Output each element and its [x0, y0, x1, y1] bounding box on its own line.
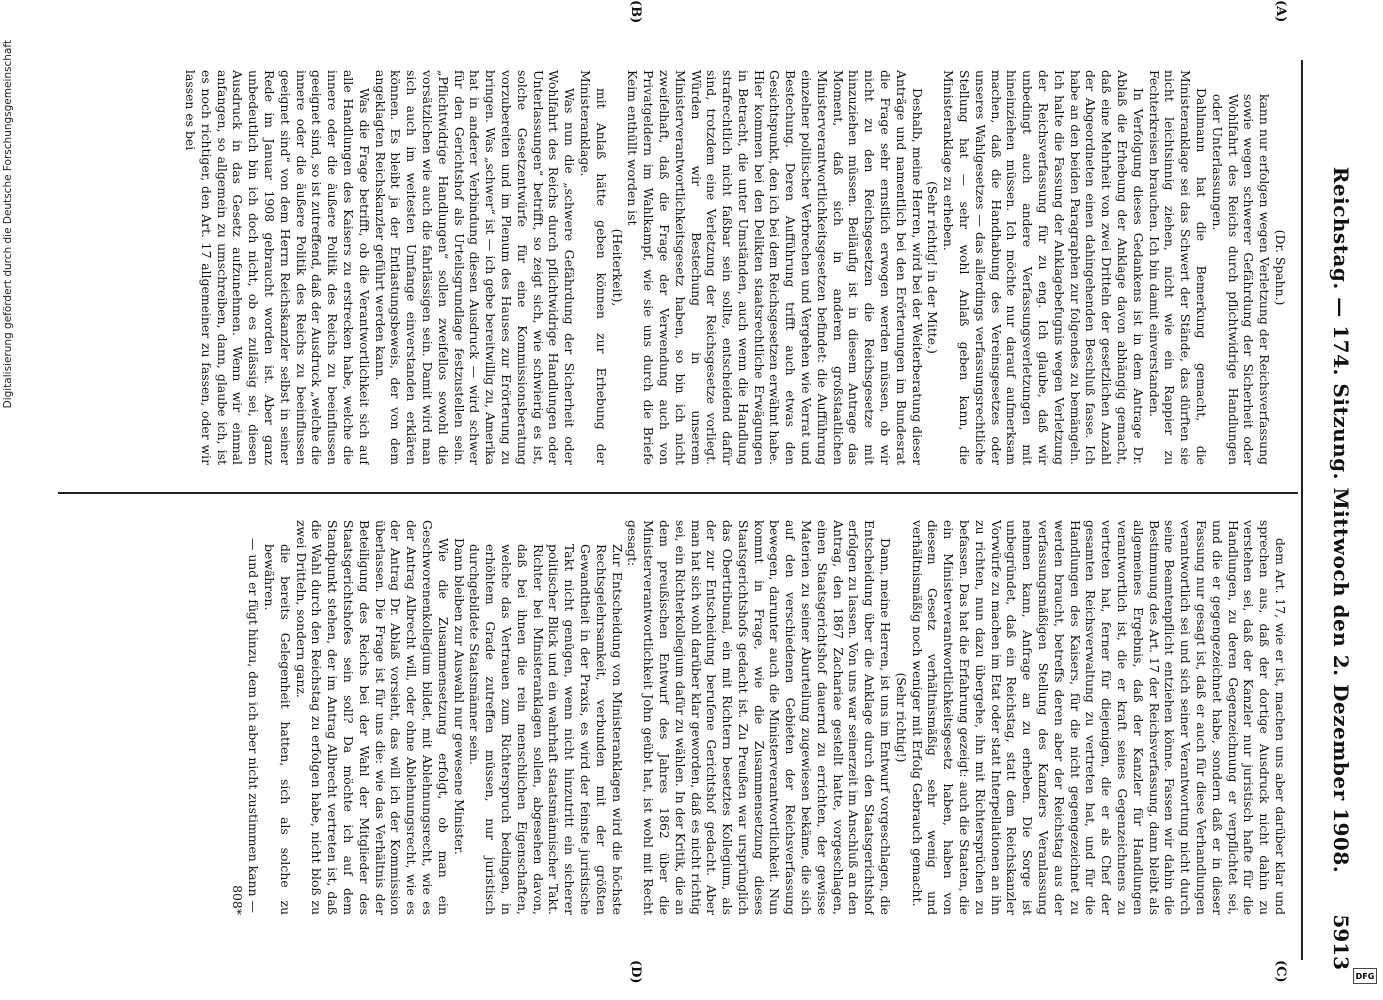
right-paragraph: — und er fügt hinzu, dem ich aber nicht zustimmen kann —: [246, 538, 262, 913]
dfg-logo: DFG: [1353, 968, 1377, 984]
margin-marker-b: (B): [628, 0, 643, 24]
column-rule: [58, 492, 1298, 494]
right-paragraph: Dann, meine Herren, ist uns im Entwurf vorgeschlagen, die Entscheidung über die Anklage durch den Staatsgerichtshof erfolgen zu lassen. Von uns war seinerzeit im Anschluß an den Antrag, den 1867 Zachariae gestellt hatte, vorgeschlagen, einen Staatsgerichtshof dauernd zu errichten, der gewisse Materien zu seiner Aburteilung zugewiesen bekäme, die sich auf den verschiedenen Gebieten der Reichsverfassung bewegen, darunter auch die Ministerverantwortlichkeit. Nun kommt in Frage, wie die Zusammensetzung dieses Staatsgerichtshofs gedacht ist. Zu Preußen war ursprünglich das Obertribunal, ein mit Richtern besetztes Kollegium, als der zur Entscheidung berufene Gerichtshof gedacht. Aber man hat sich wohl darüber klar geworden, daß es nicht richtig sei, ein Richterkollegium dafür zu wählen. In der Kritik, die an dem preußischen Entwurf des Jahres 1862 über die Ministerverantwortlichkeit John geübt hat, ist wohl mit Recht gesagt:: [625, 520, 894, 915]
margin-marker-a: (A): [1273, 0, 1288, 23]
page-header: [1313, 70, 1353, 970]
right-paragraph: Wie die Zusammensetzung erfolgt, ob man ein Geschworenenkollegium bildet, mit Ablehnungsrecht, wie es der Antrag Albrecht will, oder ohne Ablehnungsrecht, wie es der Antrag Dr. Ablaß vorsieht, das will ich der Kommission überlassen. Die Frage ist für uns die: wie das Verhältnis der Beteiligung des Reichs bei der Wahl der Mitglieder des Staatsgerichtshofes sein soll? Da möchte ich auf dem Standpunkt stehen, der im Antrag Albrecht vertreten ist, daß die Wahl durch den Reichstag zu erfolgen habe, nicht bloß zu zwei Dritteln, sondern ganz.: [293, 520, 451, 915]
margin-marker-c: (C): [1273, 960, 1288, 983]
speaker-label: (Dr. Spahn.): [1273, 229, 1288, 306]
page-number: 5913: [1329, 914, 1353, 970]
left-paragraph: kann nur erfolgen wegen Verletzung der Reichsverfassung sowie wegen schwerer Gefährdung der Sicherheit oder Wohlfahrt des Reichs durch pflichtwidrige Handlungen oder Unterlassungen.: [1209, 94, 1273, 465]
left-column-paragraphs: [182, 70, 1272, 465]
right-paragraph: die bereits Gelegenheit hatten, sich als solche zu bewähren.: [262, 544, 293, 915]
right-paragraph: Dann bleiben zur Auswahl nur gewesene Minister.: [451, 538, 467, 855]
digitization-footer: [2, 40, 24, 700]
left-column: [58, 70, 1288, 465]
running-title: Reichstag. — 174. Sitzung. Mittwoch den 2. Dezember 1908.: [1329, 166, 1353, 874]
left-paragraph: Was nun die „schwere Gefährdung der Sicherheit oder Wohlfahrt des Reichs durch pflichtwidrige Handlungen oder Unterlassungen“ betrifft, so zeigt sich, wie schwierig es ist, solche Gesetzentwürfe für eine Kommissionsberatung vorzubereiten und im Plenum des Hauses zur Erörterung zu bringen. Was „schwer“ ist — ich gebe bereitwillig zu, Amerika hat in anderer Verbindung diesen Ausdruck — wird schwer für den Gerichtshof als Urteilsgrundlage festzustellen sein. „Pflichtwidrige Handlungen“ sollen zweifellos sowohl die vorsätzlichen wie auch die fahrlässigen sein. Damit wird man sich auch im weitesten Umfange einverstanden erklären können. Es bleibt ja der Entlastungsbeweis, der von dem angeklagten Reichskanzler geführt werden kann.: [372, 70, 578, 465]
right-paragraph: (Sehr richtig!): [893, 672, 909, 763]
left-paragraph: Deshalb, meine Herren, wird bei der Weiterberatung dieser Anträge und namentlich bei den Erörterungen im Bundesrat die Frage sehr ernstlich erwogen werden müssen, ob wir nicht zu den Reichsgesetzen die Reichsgesetze mit hinzuziehen müssen. Beiläufig ist in diesem Antrage das Moment, daß sich in anderen großstaatlichen Ministerverantwortlichkeitsgesetzen befindet: die Aufführung einzelner politischer Verbrechen und Vergehen wie Verrat und Bestechung. Deren Aufführung trifft auch etwas den Gesichtspunkt, den ich bei dem Reichsgesetzen erwähnt habe. Hier kommen bei den Delikten staatsrechtliche Erwägungen in Betracht, die unter Umständen, auch wenn die Handlung strafrechtlich nicht faßbar sein sollte, entscheidend dafür sind, trotzdem eine Verletzung der Reichsgesetze vorliegt. Würden wir Bestechung in unserem Ministerverantwortlichkeitsgesetz haben, so bin ich nicht zweifelhaft, daß die Frage der Verwendung auch von Privatgeldern im Wahlkampf, wie sie uns durch die Briefe Keim enthüllt worden ist: [625, 70, 925, 465]
left-paragraph: (Sehr richtig! in der Mitte.): [925, 181, 941, 354]
right-paragraph: dem Art. 17, wie er ist, machen uns aber darüber klar und sprechen aus, daß der dortige Ausdruck nicht dahin zu verstehen sei, daß der Kanzler nur juristisch hafte für die Handlungen, zu deren Gegenzeichnung er verpflichtet sei, und die er gegengezeichnet habe, sondern daß er in dieser Fassung nur gesagt ist, daß er auch für diese Verhandlungen verantwortlich sei und sich seiner Verantwortung nicht durch seine Beamtenpflicht entziehen könne. Fassen wir dahin die Bestimmung des Art. 17 der Reichsverfassung, dann bleibt als allgemeines Ergebnis, daß der Kanzler für Handlungen verantwortlich ist, die er kraft seines Gegenzeichnens zu vertreten hat, ferner für diejenigen, die er als Chef der gesamten Reichsverwaltung zu vertreten hat, und für die Handlungen des Kaisers, für die nicht gegengezeichnet zu werden braucht, betreffs deren aber der Reichstag aus der verfassungsmäßigen Stellung des Kanzlers Veranlassung nehmen kann, Anfrage an zu erheben. Die Sorge ist unbegründet, daß ein Reichstag, statt dem Reichskanzler Vorwürfe zu machen im Etat oder statt Interpellationen an ihn zu richten, nun dazu übergehe, ihn mit Richtersprüchen zu befassen. Das hat die Erfahrung gezeigt: auch die Staaten, die ein Ministerverantwortlichkeitsgesetz haben, haben von diesem Gesetz verhältnismäßig sehr wenig und verhältnismäßig noch weniger mit Erfolg Gebrauch gemacht.: [909, 520, 1288, 915]
right-paragraph: Zur Entscheidung von Ministeranklagen wird die höchste Rechtsgelehrsamkeit, verbunden mit der größten Gewandtheit in der Praxis, es wird der feinste juristische Takt nicht genügen, wenn nicht hinzutritt ein sicherer politischer Blick und ein wahrhaft staatsmännischer Takt. Richter bei Ministeranklagen sollen, abgesehen davon, daß bei ihnen die rein menschlichen Eigenschaften, welche das Vertrauen zum Richterspruch bedingen, in erhöhtem Grade zutreffen müssen, nur juristisch durchgebildete Staatsmänner sein.: [467, 544, 625, 915]
left-paragraph: Dahlmann hat die Bemerkung gemacht, die Ministeranklage sei das Schwert der Stände, das dürften sie nicht leichtsinnig ziehen, nicht wie ein Rappier zu Fechterkreisen brauchen. Ich bin damit einverstanden.: [1146, 70, 1210, 465]
right-column-paragraphs: [245, 520, 1288, 915]
signature-mark: 808*: [230, 885, 246, 915]
left-paragraph: Was die Frage betrifft, ob die Verantwortlichkeit sich auf alle Handlungen des Kaisers zu erstrecken habe, welche die innere oder die äußere Politik des Reichs zu beeinflussen geeignet sind, so ist zutreffend, daß der Ausdruck „welche die innere oder die äußere Politik des Reichs zu beeinflussen geeignet sind“ von dem Herrn Reichskanzler selbst in seiner Rede im Januar 1908 gebraucht worden ist. Aber ganz unbedeutlich bin ich doch nicht, ob es zulässig sei, diesen Ausdruck in das Gesetz aufzunehmen. Wenn wir einmal anfangen, so allgemein zu umschreiben, dann, glaube ich, ist es noch richtiger, den Art. 17 allgemeiner zu fassen, oder wir lassen es bei: [183, 70, 372, 465]
header-rule: [1301, 60, 1303, 960]
margin-marker-d: (D): [628, 960, 643, 984]
left-paragraph: mit Anlaß hätte geben können zur Erhebung der Ministeranklage.: [577, 70, 609, 465]
left-paragraph: In Verfolgung dieses Gedankens ist in dem Antrage Dr. Ablaß die Erhebung der Anklage davon abhängig gemacht, daß eine Mehrheit von zwei Dritteln der gesetzlichen Anzahl der Abgeordneten einen dahingehenden Beschluß fasse. Ich habe an den beiden Paragraphen zur folgendes zu bemängeln. Ich halte die Fassung der Anklagebefugnis wegen Verletzung der Reichsverfassung für zu eng. Ich glaube, daß wir unbedingt auch andere Verfassungsverletzungen mit hineinziehen müssen. Ich möchte nur darauf aufmerksam machen, daß die Handhabung des Vereinsgesetzes oder unseres Wahlgesetzes — das allerdings verfassungsrechtliche Stellung hat — sehr wohl Anlaß geben kann, die Ministeranklage zu erheben.: [941, 70, 1146, 465]
footer-text: Digitalisierung gefördert durch die Deutsche Forschungsgemeinschaft: [2, 40, 14, 409]
left-paragraph: (Heiterkeit),: [609, 228, 625, 307]
right-column: [58, 520, 1288, 915]
